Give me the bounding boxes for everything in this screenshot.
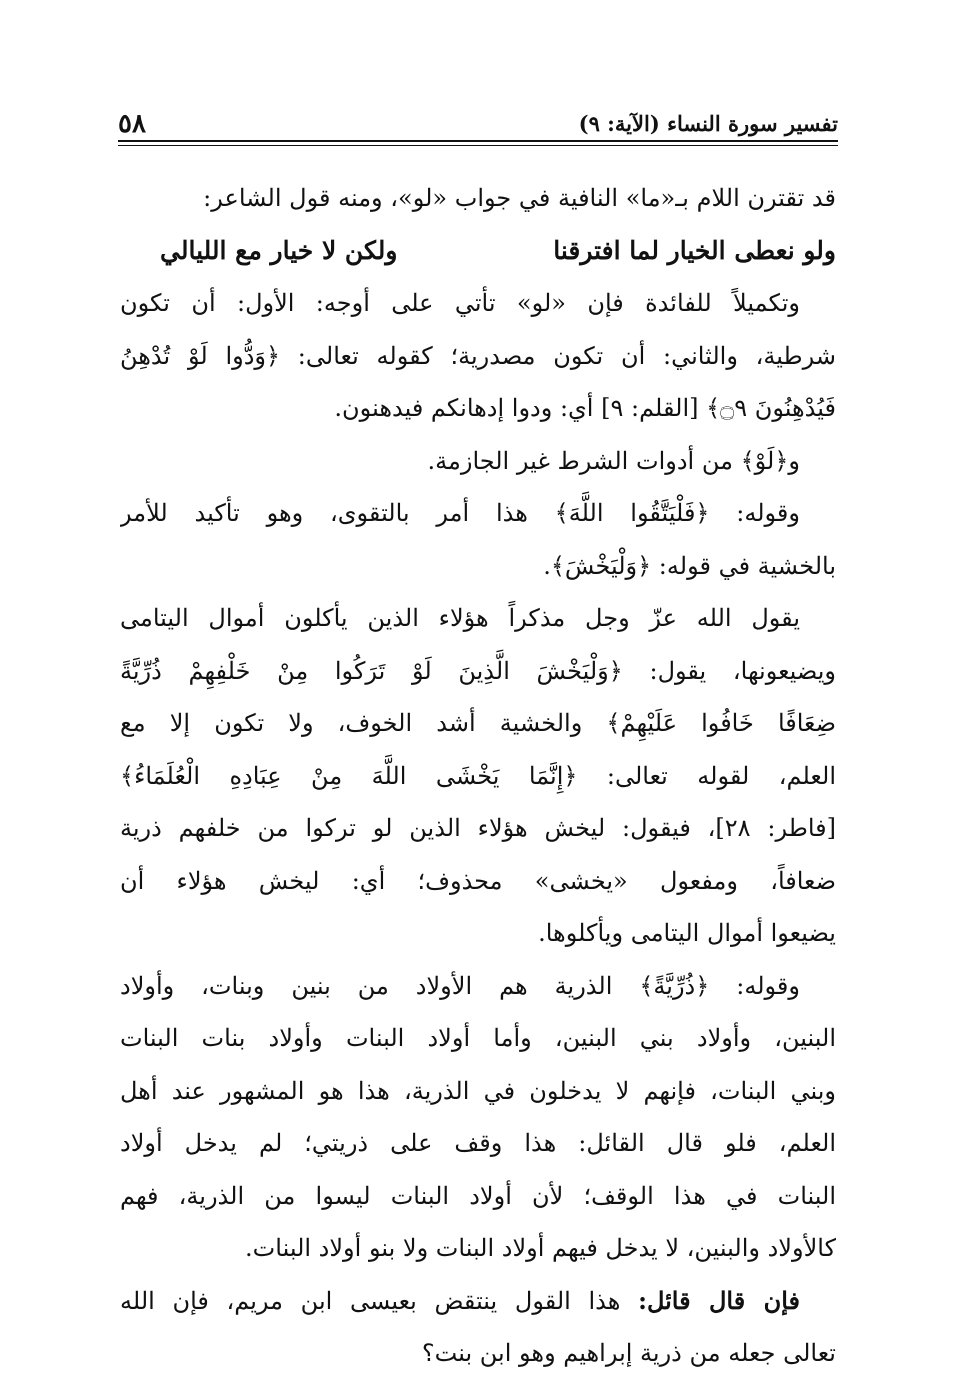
header-rule-thin — [118, 145, 838, 146]
verse-second-hemistich: ولكن لا خيار مع الليالي — [160, 235, 398, 265]
page-number: ٥٨ — [118, 109, 146, 139]
question-lead: فإن قال قائل: — [638, 1285, 800, 1315]
text-line: تعالى جعله من ذرية إبراهيم وهو ابن بنت؟ — [421, 1339, 836, 1367]
text-line: وقوله: ﴿ذُرِّيَّةً﴾ الذرية هم الأولاد من بنين وبنات، وأولاد — [120, 971, 800, 1000]
text-line: بالخشية في قوله: ﴿وَلْيَخْشَ﴾. — [543, 551, 836, 580]
text-line: قد تقترن اللام بـ«ما» النافية في جواب «لو»، ومنه قول الشاعر: — [203, 184, 836, 212]
paragraph — [120, 277, 836, 435]
paragraph — [120, 435, 836, 488]
text-line: العلم، فلو قال القائل: هذا وقف على ذريتي؛ لم يدخل أولاد — [120, 1129, 836, 1157]
text-line: البنات في هذا الوقف؛ لأن أولاد البنات ليسوا من الذرية، فهم — [120, 1181, 836, 1210]
text-line: وقوله: ﴿فَلْيَتَّقُوا اللَّهَ﴾ هذا أمر بالتقوى، وهو تأكيد للأمر — [120, 499, 800, 527]
paragraph — [120, 487, 836, 592]
page-body — [120, 172, 836, 1380]
paragraph — [120, 1275, 836, 1380]
text-line: يضيعوا أموال اليتامى ويأكلوها. — [538, 919, 836, 947]
paragraph — [120, 592, 836, 960]
paragraph — [120, 960, 836, 1275]
text-line: يقول الله عزّ وجل مذكراً هؤلاء الذين يأكلون أموال اليتامى — [120, 604, 800, 632]
text-line: [فاطر: ٢٨]، فيقول: ليخش هؤلاء الذين لو تركوا من خلفهم ذرية — [120, 814, 836, 842]
text-line: وبني البنات، فإنهم لا يدخلون في الذرية، هذا هو المشهور عند أهل — [120, 1076, 836, 1105]
page-header — [118, 100, 838, 140]
text-line: فَيُدْهِنُونَ ۝٩﴾ [القلم: ٩] أي: ودوا إدهانكم فيدهنون. — [334, 394, 836, 422]
running-title: تفسير سورة النساء (الآية: ٩) — [578, 111, 838, 136]
text-line: شرطية، والثاني: أن تكون مصدرية؛ كقوله تعالى: ﴿وَدُّوا لَوْ تُدْهِنُ — [120, 341, 836, 370]
text-line: ضعافاً، ومفعول «يخشى» محذوف؛ أي: ليخش هؤلاء أن — [120, 866, 836, 895]
poetry-verse — [120, 225, 836, 278]
verse-first-hemistich: ولو نعطى الخيار لما افترقنا — [553, 235, 836, 265]
text-line: و﴿لَوْ﴾ من أدوات الشرط غير الجازمة. — [427, 446, 800, 475]
header-rule — [118, 140, 838, 142]
text-run: هذا القول ينتقض بعيسى ابن مريم، فإن الله — [120, 1286, 639, 1315]
text-line: ويضيعونها، يقول: ﴿وَلْيَخْشَ الَّذِينَ لَوْ تَرَكُوا مِنْ خَلْفِهِمْ ذُرِّيَّةً — [120, 656, 836, 685]
text-line: وتكميلاً للفائدة فإن «لو» تأتي على أوجه: الأول: أن تكون — [120, 289, 800, 317]
text-line: ضِعَافًا خَافُوا عَلَيْهِمْ﴾ والخشية أشد الخوف، ولا تكون إلا مع — [120, 709, 836, 737]
text-line: البنين، وأولاد بني البنين، وأما أولاد البنات وأولاد بنات البنات — [120, 1024, 836, 1052]
paragraph — [120, 172, 836, 225]
text-line — [120, 1275, 836, 1328]
text-line: العلم، لقوله تعالى: ﴿إِنَّمَا يَخْشَى اللَّهَ مِنْ عِبَادِهِ الْعُلَمَاءُ﴾ — [120, 761, 836, 790]
text-line: كالأولاد والبنين، لا يدخل فيهم أولاد البنات ولا بنو أولاد البنات. — [245, 1234, 836, 1262]
